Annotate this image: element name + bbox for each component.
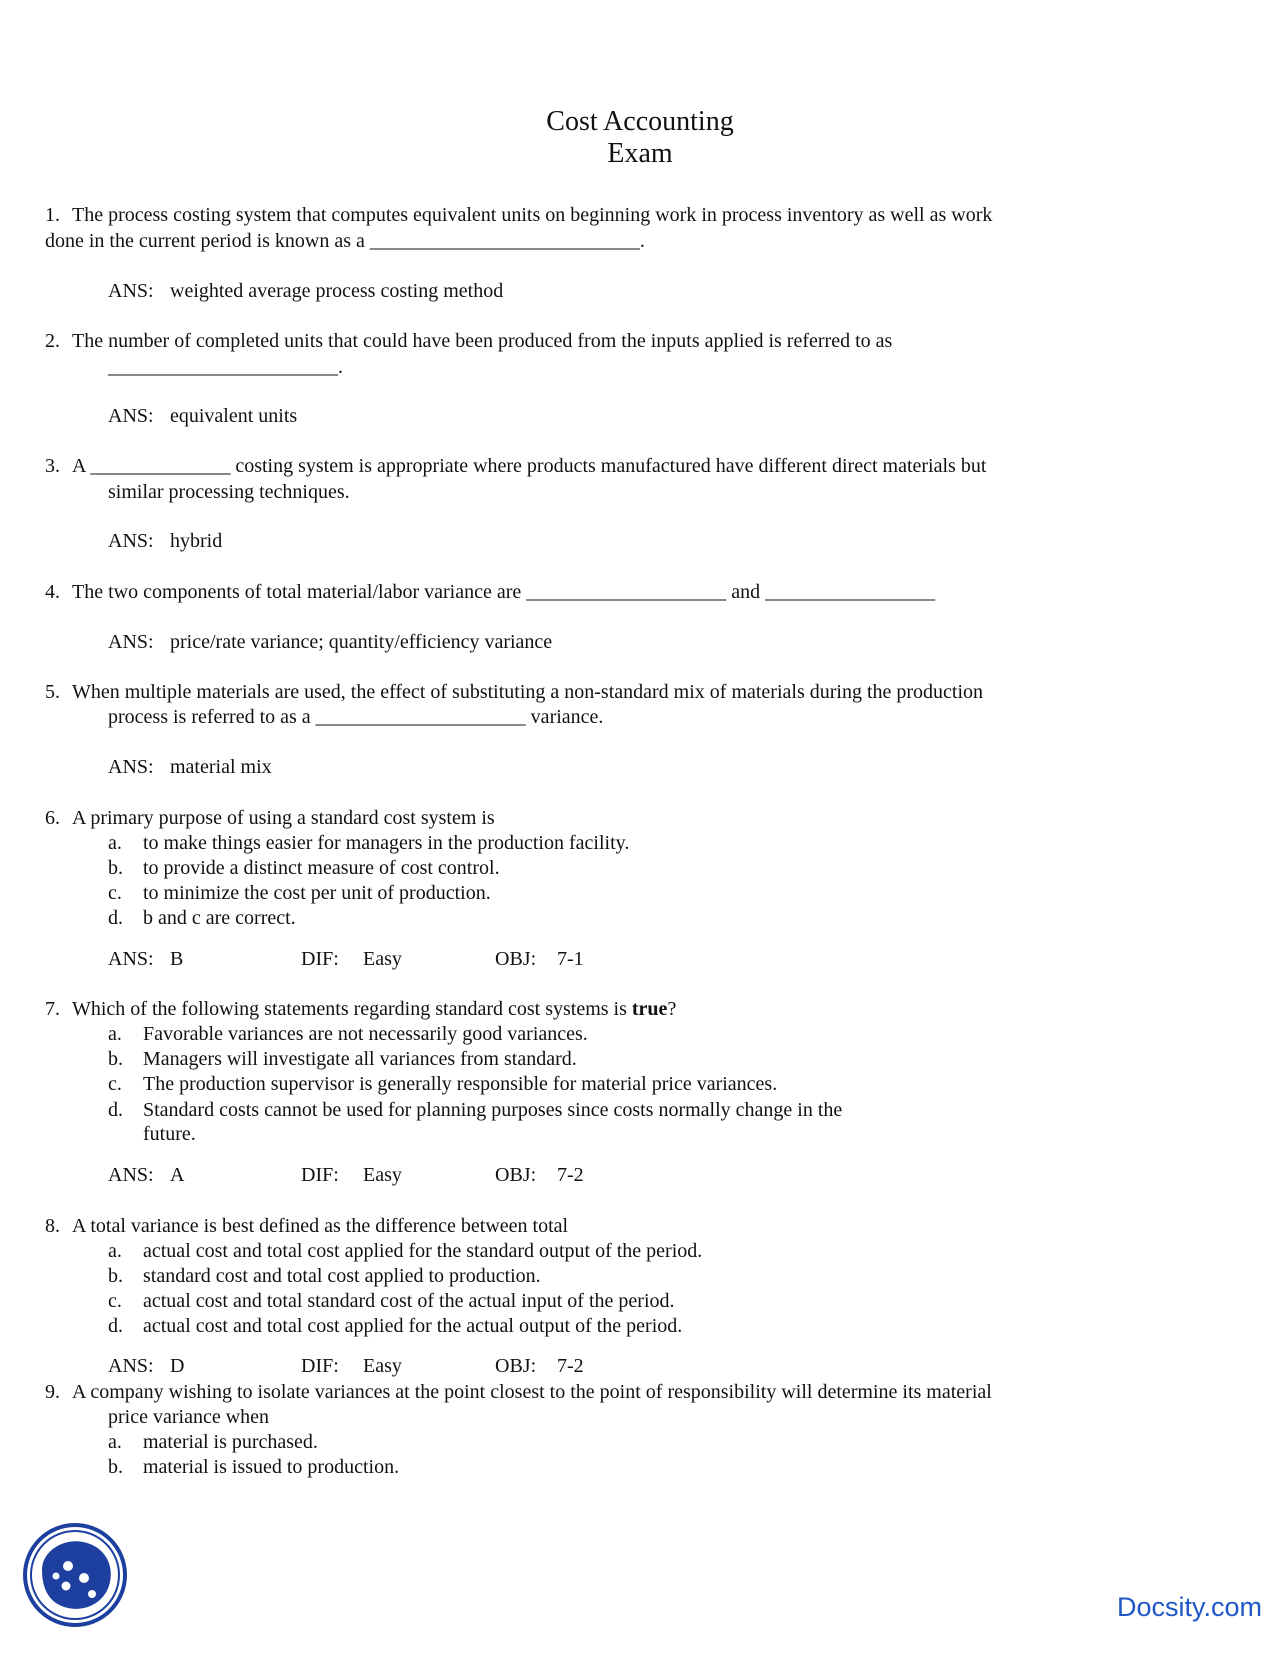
option-text: b and c are correct. [143, 907, 296, 929]
option-letter: a. [108, 832, 122, 854]
answer-label: ANS: [108, 405, 154, 427]
option-text: standard cost and total cost applied to production. [143, 1265, 541, 1287]
option-letter: b. [108, 1456, 123, 1478]
docsity-logo-icon[interactable] [20, 1520, 130, 1630]
question-text-cont: process is referred to as a _____________________ variance. [108, 706, 604, 728]
answer-label: ANS: [108, 631, 154, 653]
question-text: A company wishing to isolate variances at the point closest to the point of responsibility will determine its material [72, 1381, 992, 1403]
doc-subtitle: Exam [607, 138, 673, 169]
option-text: Standard costs cannot be used for planning purposes since costs normally change in the [143, 1099, 843, 1121]
question-text: A total variance is best defined as the difference between total [72, 1215, 569, 1237]
option-letter: a. [108, 1240, 122, 1262]
objective-label: OBJ: [495, 1355, 537, 1377]
option-text: material is purchased. [143, 1431, 318, 1453]
question-number: 6. [45, 807, 60, 829]
option-letter: b. [108, 857, 123, 879]
option-text: to make things easier for managers in the production facility. [143, 832, 630, 854]
objective-value: 7-2 [557, 1164, 584, 1186]
answer-text: material mix [170, 756, 272, 778]
difficulty-label: DIF: [301, 1164, 339, 1186]
option-letter: c. [108, 1073, 122, 1095]
answer-label: ANS: [108, 756, 154, 778]
question-text: The process costing system that computes equivalent units on beginning work in process inventory as well as work [72, 204, 993, 226]
option-letter: d. [108, 1315, 123, 1337]
difficulty-value: Easy [363, 948, 402, 970]
question-text: A primary purpose of using a standard cost system is [72, 807, 495, 829]
question-text: Which of the following statements regarding standard cost systems is true? [72, 998, 677, 1020]
option-letter: a. [108, 1431, 122, 1453]
difficulty-value: Easy [363, 1355, 402, 1377]
option-text: actual cost and total cost applied for the standard output of the period. [143, 1240, 703, 1262]
answer-label: ANS: [108, 1164, 154, 1186]
option-letter: c. [108, 882, 122, 904]
option-letter: d. [108, 1099, 123, 1121]
question-text: A ______________ costing system is appropriate where products manufactured have different direct materials but [72, 455, 987, 477]
answer-text: equivalent units [170, 405, 298, 427]
option-letter: d. [108, 907, 123, 929]
option-text: to minimize the cost per unit of production. [143, 882, 491, 904]
answer-text: D [170, 1355, 185, 1377]
answer-text: price/rate variance; quantity/efficiency variance [170, 631, 553, 653]
option-letter: b. [108, 1265, 123, 1287]
objective-value: 7-2 [557, 1355, 584, 1377]
answer-label: ANS: [108, 530, 154, 552]
objective-label: OBJ: [495, 948, 537, 970]
answer-text: hybrid [170, 530, 223, 552]
question-number: 8. [45, 1215, 60, 1237]
question-text-cont: similar processing techniques. [108, 481, 350, 503]
option-text: to provide a distinct measure of cost control. [143, 857, 500, 879]
option-text: actual cost and total cost applied for the actual output of the period. [143, 1315, 683, 1337]
option-text: material is issued to production. [143, 1456, 400, 1478]
option-text-cont: future. [143, 1123, 196, 1145]
answer-text: weighted average process costing method [170, 280, 504, 302]
question-text: The number of completed units that could have been produced from the inputs applied is referred to as [72, 330, 893, 352]
difficulty-label: DIF: [301, 1355, 339, 1377]
objective-label: OBJ: [495, 1164, 537, 1186]
question-number: 9. [45, 1381, 60, 1403]
question-number: 5. [45, 681, 60, 703]
answer-label: ANS: [108, 1355, 154, 1377]
question-text-cont: done in the current period is known as a ___________________________. [45, 230, 645, 252]
option-letter: a. [108, 1023, 122, 1045]
answer-text: B [170, 948, 184, 970]
docsity-brand-link[interactable]: Docsity.com [1116, 1592, 1262, 1622]
option-text: actual cost and total standard cost of the actual input of the period. [143, 1290, 675, 1312]
option-text: The production supervisor is generally responsible for material price variances. [143, 1073, 778, 1095]
question-number: 3. [45, 455, 60, 477]
doc-title: Cost Accounting [546, 106, 734, 137]
question-number: 1. [45, 204, 60, 226]
answer-label: ANS: [108, 948, 154, 970]
question-text-cont: _______________________. [108, 356, 343, 378]
answer-text: A [170, 1164, 185, 1186]
option-letter: c. [108, 1290, 122, 1312]
question-number: 7. [45, 998, 60, 1020]
option-letter: b. [108, 1048, 123, 1070]
question-text: The two components of total material/labor variance are ____________________ and _________________ [72, 581, 936, 603]
emphasis-text: true [631, 998, 668, 1020]
difficulty-value: Easy [363, 1164, 402, 1186]
option-text: Favorable variances are not necessarily good variances. [143, 1023, 588, 1045]
question-number: 2. [45, 330, 60, 352]
question-text-cont: price variance when [108, 1406, 270, 1428]
difficulty-label: DIF: [301, 948, 339, 970]
answer-label: ANS: [108, 280, 154, 302]
question-text: When multiple materials are used, the effect of substituting a non-standard mix of materials during the production [72, 681, 984, 703]
option-text: Managers will investigate all variances from standard. [143, 1048, 577, 1070]
question-number: 4. [45, 581, 60, 603]
objective-value: 7-1 [557, 948, 584, 970]
